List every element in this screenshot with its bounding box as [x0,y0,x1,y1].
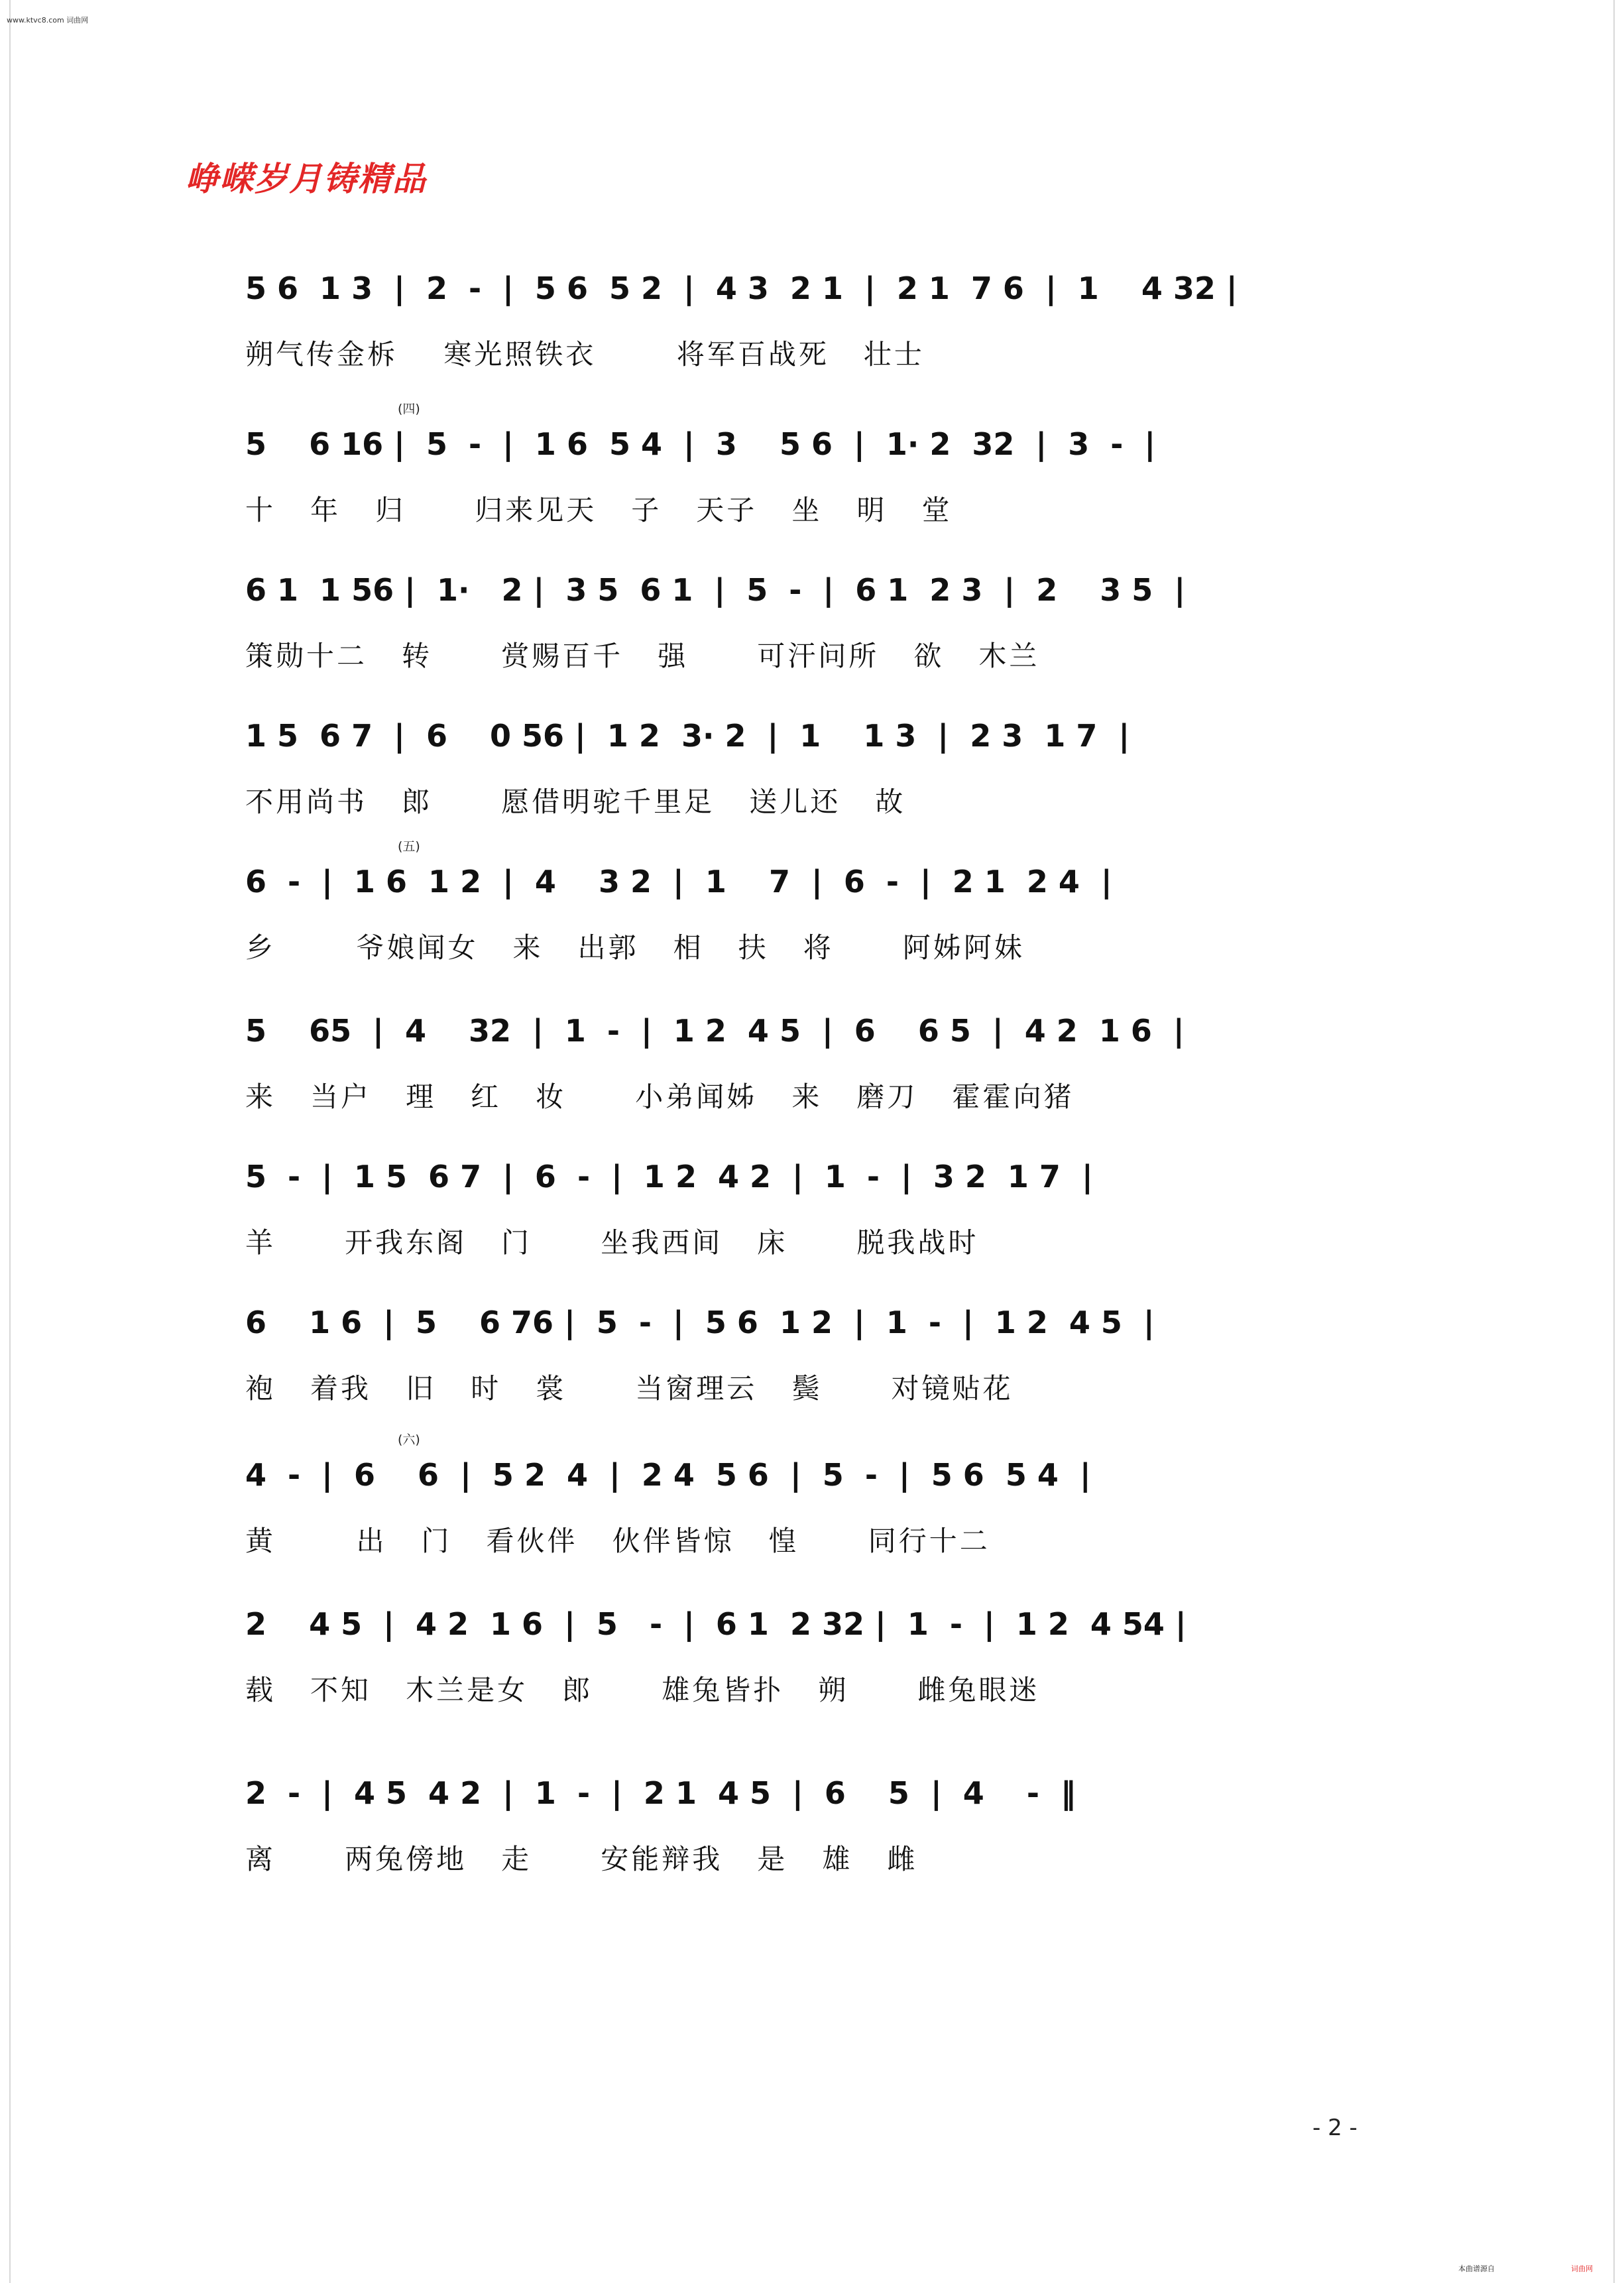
footer-source-label: 本曲谱源自 [1458,2264,1495,2273]
footer-site-label: 词曲网 [1571,2264,1593,2273]
lyrics-line: 黄 出 门 看伙伴 伙伴皆惊 惶 同行十二 [245,1525,990,1557]
lyrics-line: 朔气传金柝 寒光照铁衣 将军百战死 壮士 [245,338,925,371]
notation-line: 6 1 6 | 5 6 76 | 5 - | 5 6 1 2 | 1 - | 1 2 4 5 | [245,1305,1155,1340]
staff-system [0,1598,1624,1730]
staff-system [0,839,1624,988]
notation-line: 6 1 1 56 | 1· 2 | 3 5 6 1 | 5 - | 6 1 2 3 | 2 3 5 | [245,572,1186,608]
staff-system [0,1296,1624,1429]
notation-line: 1 5 6 7 | 6 0 56 | 1 2 3· 2 | 1 1 3 | 2 3 1 7 | [245,718,1130,754]
notation-line: 2 - | 4 5 4 2 | 1 - | 2 1 4 5 | 6 5 | 4 - ‖ [245,1775,1076,1811]
lyrics-line: 策勋十二 转 赏赐百千 强 可汗问所 欲 木兰 [245,640,1040,672]
notation-line: 5 6 1 3 | 2 - | 5 6 5 2 | 4 3 2 1 | 2 1 7 6 | 1 4 32 | [245,270,1238,306]
notation-line: 6 - | 1 6 1 2 | 4 3 2 | 1 7 | 6 - | 2 1 2 4 | [245,864,1112,900]
section-mark: (六) [398,1433,420,1447]
notation-line: 4 - | 6 6 | 5 2 4 | 2 4 5 6 | 5 - | 5 6 5 4 | [245,1457,1091,1493]
notation-line: 2 4 5 | 4 2 1 6 | 5 - | 6 1 2 32 | 1 - | 1 2 4 54 | [245,1606,1187,1642]
staff-system [0,1004,1624,1137]
section-mark: (四) [398,402,420,416]
lyrics-line: 离 两兔傍地 走 安能辩我 是 雄 雌 [245,1843,918,1875]
page-number: - 2 - [1312,2115,1358,2141]
notation-line: 5 6 16 | 5 - | 1 6 5 4 | 3 5 6 | 1· 2 32 | 3 - | [245,426,1156,462]
lyrics-line: 载 不知 木兰是女 郎 雄兔皆扑 朔 雌兔眼迷 [245,1674,1040,1706]
staff-system [0,563,1624,696]
section-mark: (五) [398,839,420,854]
staff-system [0,402,1624,550]
staff-system [0,709,1624,842]
lyrics-line: 乡 爷娘闻女 来 出郭 相 扶 将 阿姊阿妹 [245,931,1025,964]
lyrics-line: 羊 开我东阁 门 坐我西间 床 脱我战时 [245,1226,979,1259]
staff-system [0,1767,1624,1899]
staff-system [0,262,1624,394]
lyrics-line: 来 当户 理 红 妆 小弟闻姊 来 磨刀 霍霍向猪 [245,1081,1074,1113]
source-url: www.ktvc8.com 词曲网 [7,16,89,25]
staff-system [0,1150,1624,1283]
notation-line: 5 65 | 4 32 | 1 - | 1 2 4 5 | 6 6 5 | 4 2 1 6 | [245,1013,1185,1049]
lyrics-line: 不用尚书 郎 愿借明驼千里足 送儿还 故 [245,786,906,818]
lyrics-line: 袍 着我 旧 时 裳 当窗理云 鬓 对镜贴花 [245,1372,1014,1405]
staff-system [0,1433,1624,1581]
lyrics-line: 十 年 归 归来见天 子 天子 坐 明 堂 [245,494,953,526]
brand-title: 峥嵘岁月铸精品 [186,160,427,198]
notation-line: 5 - | 1 5 6 7 | 6 - | 1 2 4 2 | 1 - | 3 2 1 7 | [245,1159,1093,1195]
